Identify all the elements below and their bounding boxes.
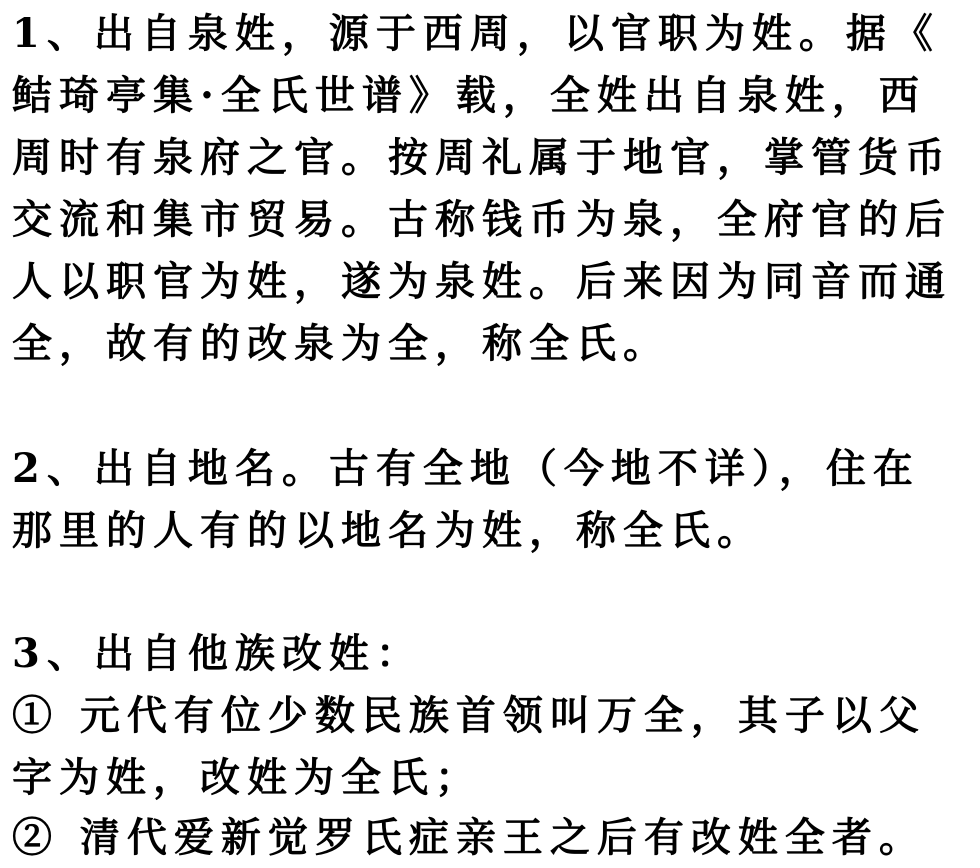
origin-1-line-4: 交流和集市贸易。古称钱币为泉，全府官的后	[12, 196, 952, 243]
origin-1-line-5: 人以职官为姓，遂为泉姓。后来因为同音而通	[12, 258, 952, 305]
origin-3-item-2: ② 清代爱新觉罗氏症亲王之后有改姓全者。	[12, 814, 926, 861]
origin-2-line-2: 那里的人有的以地名为姓，称全氏。	[12, 507, 764, 554]
origin-1-line-2: 鲒琦亭集·全氏世谱》载，全姓出自泉姓，西	[12, 72, 926, 119]
origin-1-line-6: 全，故有的改泉为全，称全氏。	[12, 320, 670, 367]
origin-1-line-3: 周时有泉府之官。按周礼属于地官，掌管货币	[12, 134, 952, 181]
origin-3-item-1-line-2: 字为姓，改姓为全氏；	[12, 754, 482, 801]
origin-3-heading: 3、出自他族改姓：	[12, 630, 423, 677]
origin-1-line-1: 1、出自泉姓，源于西周，以官职为姓。据《	[12, 10, 940, 57]
origin-2-line-1: 2、出自地名。古有全地（今地不详），住在	[12, 445, 920, 492]
origin-3-item-1-line-1: ① 元代有位少数民族首领叫万全，其子以父	[12, 692, 926, 739]
